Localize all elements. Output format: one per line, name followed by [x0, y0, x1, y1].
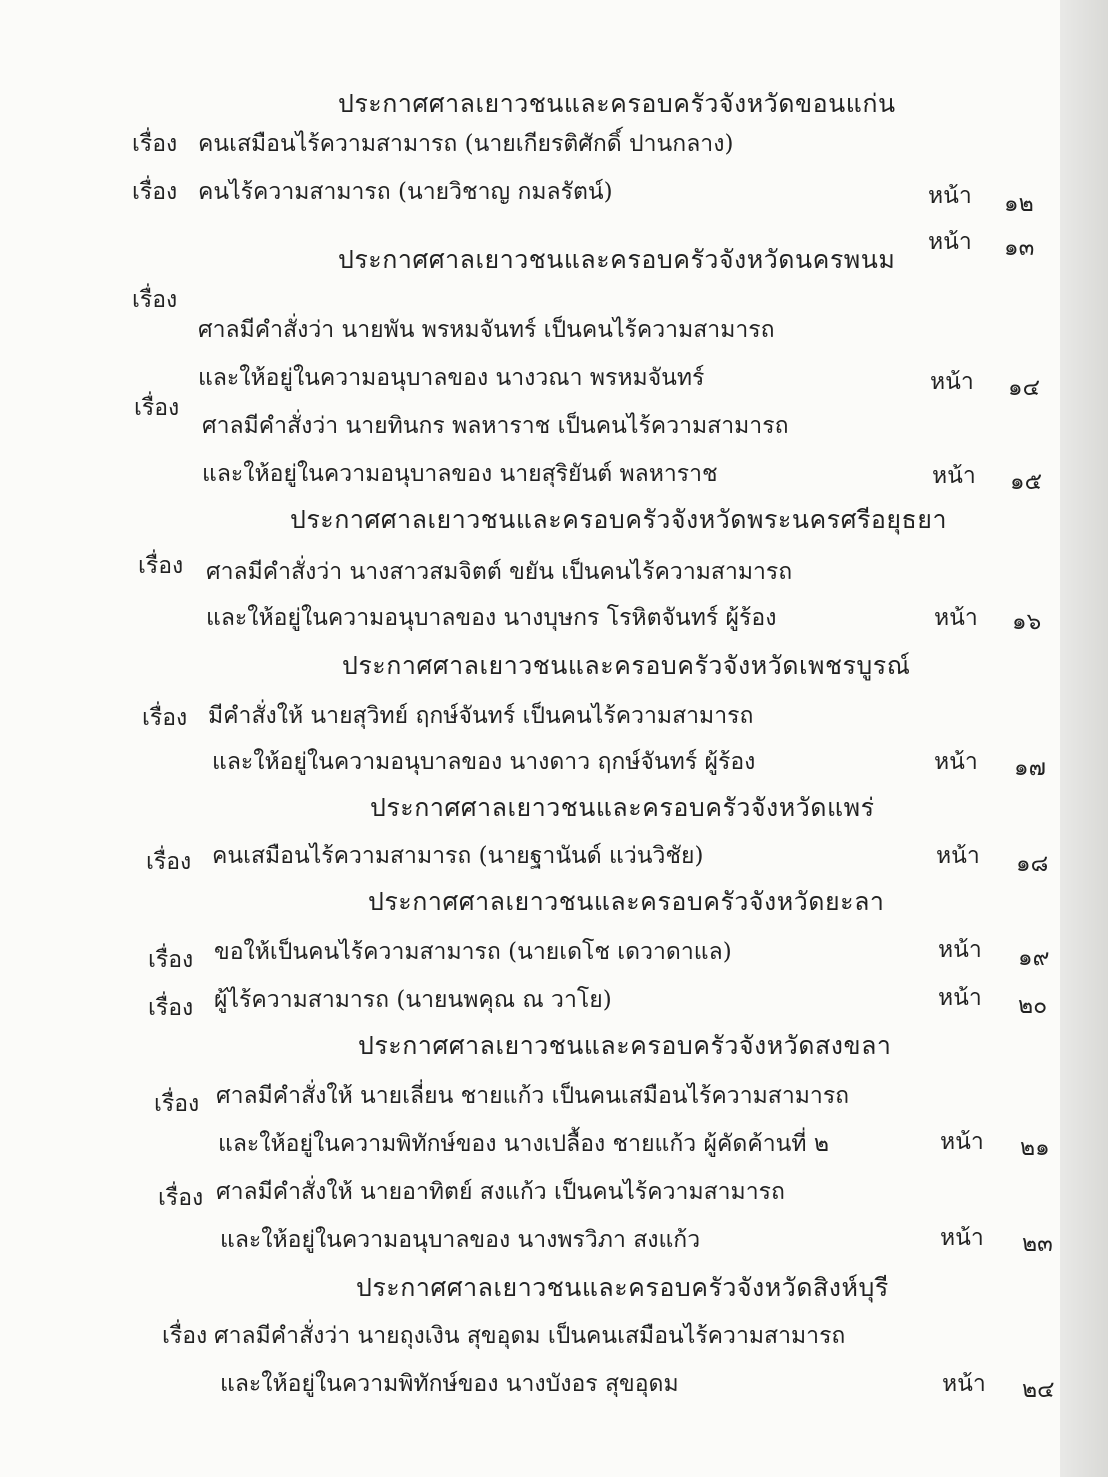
section-heading: ประกาศศาลเยาวชนและครอบครัวจังหวัดสงขลา	[358, 1031, 892, 1060]
subject-label: เรื่อง	[134, 395, 180, 421]
page-number: ๑๔	[1008, 375, 1041, 401]
entry-line: และให้อยู่ในความอนุบาลของ นางพรวิภา สงแก้ว	[220, 1227, 701, 1253]
entry-line: คนเสมือนไร้ความสามารถ (นายฐานันด์ แว่นวิชัย)	[212, 843, 704, 869]
page-label: หน้า	[938, 937, 982, 963]
subject-label: เรื่อง	[132, 179, 178, 205]
page-number: ๒๐	[1018, 993, 1048, 1019]
page-label: หน้า	[940, 1129, 984, 1155]
entry-line: ขอให้เป็นคนไร้ความสามารถ (นายเดโช เดวาดาแล)	[214, 939, 732, 965]
entry-line: ศาลมีคำสั่งว่า นางสาวสมจิตต์ ขยัน เป็นคนไร้ความสามารถ	[206, 559, 793, 585]
page-number: ๑๗	[1014, 755, 1046, 781]
subject-label: เรื่อง	[132, 131, 178, 157]
subject-label: เรื่อง	[148, 947, 194, 973]
section-heading: ประกาศศาลเยาวชนและครอบครัวจังหวัดนครพนม	[338, 245, 896, 274]
page-label: หน้า	[938, 985, 982, 1011]
section-heading: ประกาศศาลเยาวชนและครอบครัวจังหวัดขอนแก่น	[338, 89, 896, 118]
entry-line: ศาลมีคำสั่งว่า นายถุงเงิน สุขอุดม เป็นคนเสมือนไร้ความสามารถ	[214, 1323, 846, 1349]
entry-line: และให้อยู่ในความพิทักษ์ของ นางเปลื้อง ชายแก้ว ผู้คัดค้านที่ ๒	[218, 1131, 829, 1157]
section-heading: ประกาศศาลเยาวชนและครอบครัวจังหวัดแพร่	[370, 793, 875, 822]
section-heading: ประกาศศาลเยาวชนและครอบครัวจังหวัดสิงห์บุรี	[356, 1273, 889, 1302]
book-page-edge	[1060, 0, 1108, 1477]
subject-label: เรื่อง	[146, 849, 192, 875]
entry-line: ศาลมีคำสั่งให้ นายอาทิตย์ สงแก้ว เป็นคนไร้ความสามารถ	[216, 1179, 785, 1205]
page-label: หน้า	[928, 229, 972, 255]
page-number: ๑๖	[1012, 609, 1042, 635]
page-label: หน้า	[932, 463, 976, 489]
page-number: ๒๓	[1022, 1231, 1053, 1257]
page-label: หน้า	[934, 605, 978, 631]
entry-line: ศาลมีคำสั่งให้ นายเลี่ยน ชายแก้ว เป็นคนเสมือนไร้ความสามารถ	[216, 1083, 850, 1109]
page-label: หน้า	[928, 183, 972, 209]
subject-label: เรื่อง	[162, 1323, 208, 1349]
entry-line: ศาลมีคำสั่งว่า นายพัน พรหมจันทร์ เป็นคนไร้ความสามารถ	[198, 317, 775, 343]
page-number: ๑๓	[1004, 235, 1035, 261]
entry-line: และให้อยู่ในความพิทักษ์ของ นางบังอร สุขอุดม	[220, 1371, 679, 1397]
subject-label: เรื่อง	[158, 1185, 204, 1211]
entry-line: และให้อยู่ในความอนุบาลของ นายสุริยันต์ พลหาราช	[202, 461, 718, 487]
page-number: ๑๕	[1010, 469, 1043, 495]
page-label: หน้า	[934, 749, 978, 775]
page-label: หน้า	[936, 843, 980, 869]
page-number: ๒๑	[1020, 1135, 1050, 1161]
subject-label: เรื่อง	[132, 287, 178, 313]
entry-line: คนเสมือนไร้ความสามารถ (นายเกียรติศักดิ์ ปานกลาง)	[198, 131, 734, 157]
subject-label: เรื่อง	[154, 1091, 200, 1117]
entry-line: ผู้ไร้ความสามารถ (นายนพคุณ ณ วาโย)	[214, 987, 612, 1013]
section-heading: ประกาศศาลเยาวชนและครอบครัวจังหวัดยะลา	[368, 887, 885, 916]
entry-line: ศาลมีคำสั่งว่า นายทินกร พลหาราช เป็นคนไร้ความสามารถ	[202, 413, 789, 439]
page-number: ๑๘	[1016, 851, 1049, 877]
page-number: ๑๙	[1018, 945, 1050, 971]
entry-line: และให้อยู่ในความอนุบาลของ นางวณา พรหมจันทร์	[198, 365, 705, 391]
subject-label: เรื่อง	[138, 553, 184, 579]
entry-line: และให้อยู่ในความอนุบาลของ นางดาว ฤกษ์จันทร์ ผู้ร้อง	[212, 749, 756, 775]
page-label: หน้า	[930, 369, 974, 395]
page-number: ๑๒	[1004, 191, 1034, 217]
entry-line: คนไร้ความสามารถ (นายวิชาญ กมลรัตน์)	[198, 179, 613, 205]
page-label: หน้า	[940, 1225, 984, 1251]
subject-label: เรื่อง	[142, 705, 188, 731]
entry-line: มีคำสั่งให้ นายสุวิทย์ ฤกษ์จันทร์ เป็นคนไร้ความสามารถ	[208, 703, 754, 729]
entry-line: และให้อยู่ในความอนุบาลของ นางบุษกร โรหิตจันทร์ ผู้ร้อง	[206, 605, 777, 631]
section-heading: ประกาศศาลเยาวชนและครอบครัวจังหวัดพระนครศรีอยุธยา	[290, 505, 947, 534]
page-number: ๒๔	[1022, 1377, 1055, 1403]
section-heading: ประกาศศาลเยาวชนและครอบครัวจังหวัดเพชรบูรณ์	[342, 651, 911, 680]
subject-label: เรื่อง	[148, 995, 194, 1021]
page-label: หน้า	[942, 1371, 986, 1397]
